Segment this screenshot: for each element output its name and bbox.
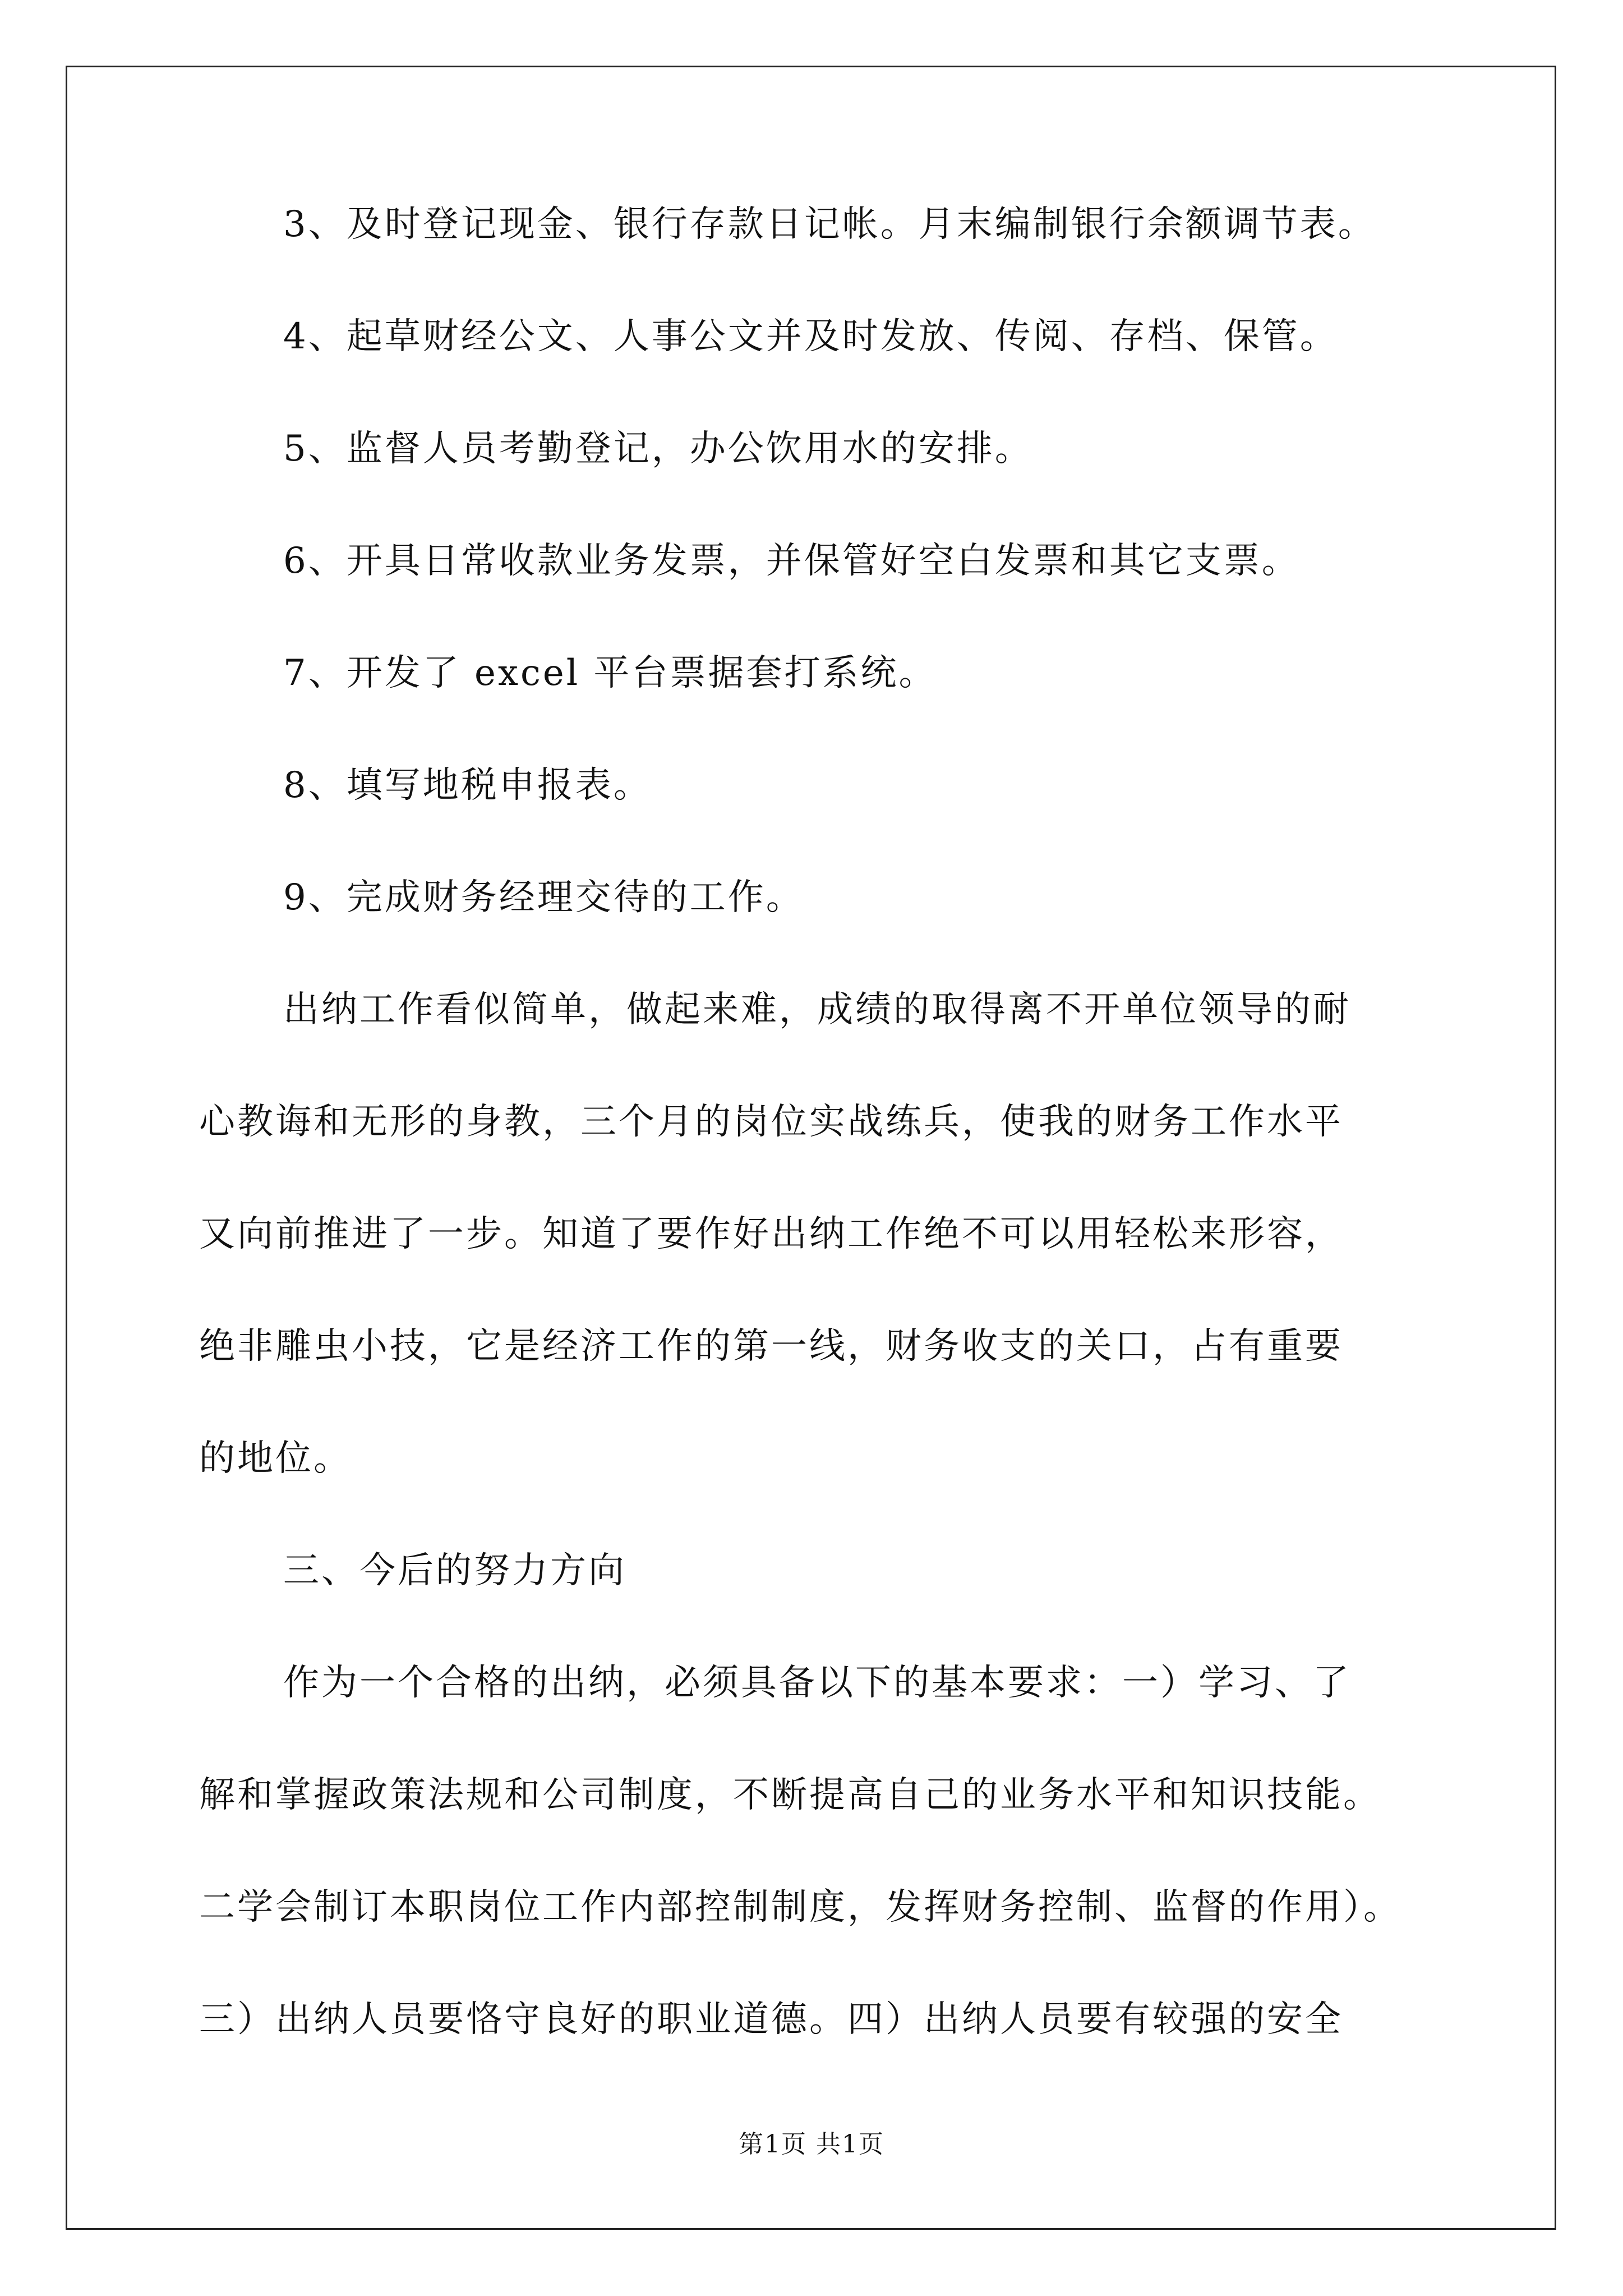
paragraph-line: 二学会制订本职岗位工作内部控制制度，发挥财务控制、监督的作用）。 xyxy=(199,1887,1401,1928)
paragraph-line: 绝非雕虫小技，它是经济工作的第一线，财务收支的关口，占有重要 xyxy=(199,1326,1343,1367)
paragraph-line: 作为一个合格的出纳，必须具备以下的基本要求：一）学习、了 xyxy=(283,1662,1351,1704)
list-item-9: 9、完成财务经理交待的工作。 xyxy=(283,877,804,918)
paragraph-line: 的地位。 xyxy=(199,1438,352,1479)
paragraph-line: 解和掌握政策法规和公司制度，不断提高自己的业务水平和知识技能。 xyxy=(199,1774,1381,1816)
paragraph-line: 心教诲和无形的身教，三个月的岗位实战练兵，使我的财务工作水平 xyxy=(199,1101,1343,1143)
list-item-3: 3、及时登记现金、银行存款日记帐。月末编制银行余额调节表。 xyxy=(283,204,1376,245)
list-item-4: 4、起草财经公文、人事公文并及时发放、传阅、存档、保管。 xyxy=(283,316,1338,357)
list-item-5: 5、监督人员考勤登记，办公饮用水的安排。 xyxy=(283,428,1033,470)
list-item-7: 7、开发了 excel 平台票据套打系统。 xyxy=(283,652,937,694)
paragraph-line: 出纳工作看似简单，做起来难，成绩的取得离不开单位领导的耐 xyxy=(283,989,1351,1030)
section-heading: 三、今后的努力方向 xyxy=(283,1550,626,1591)
page-footer: 第1页 共1页 xyxy=(739,2130,884,2159)
paragraph-line: 又向前推进了一步。知道了要作好出纳工作绝不可以用轻松来形容， xyxy=(199,1213,1343,1255)
paragraph-line: 三）出纳人员要恪守良好的职业道德。四）出纳人员要有较强的安全 xyxy=(199,1999,1343,2040)
list-item-6: 6、开具日常收款业务发票，并保管好空白发票和其它支票。 xyxy=(283,540,1300,582)
list-item-8: 8、填写地税申报表。 xyxy=(283,765,652,806)
